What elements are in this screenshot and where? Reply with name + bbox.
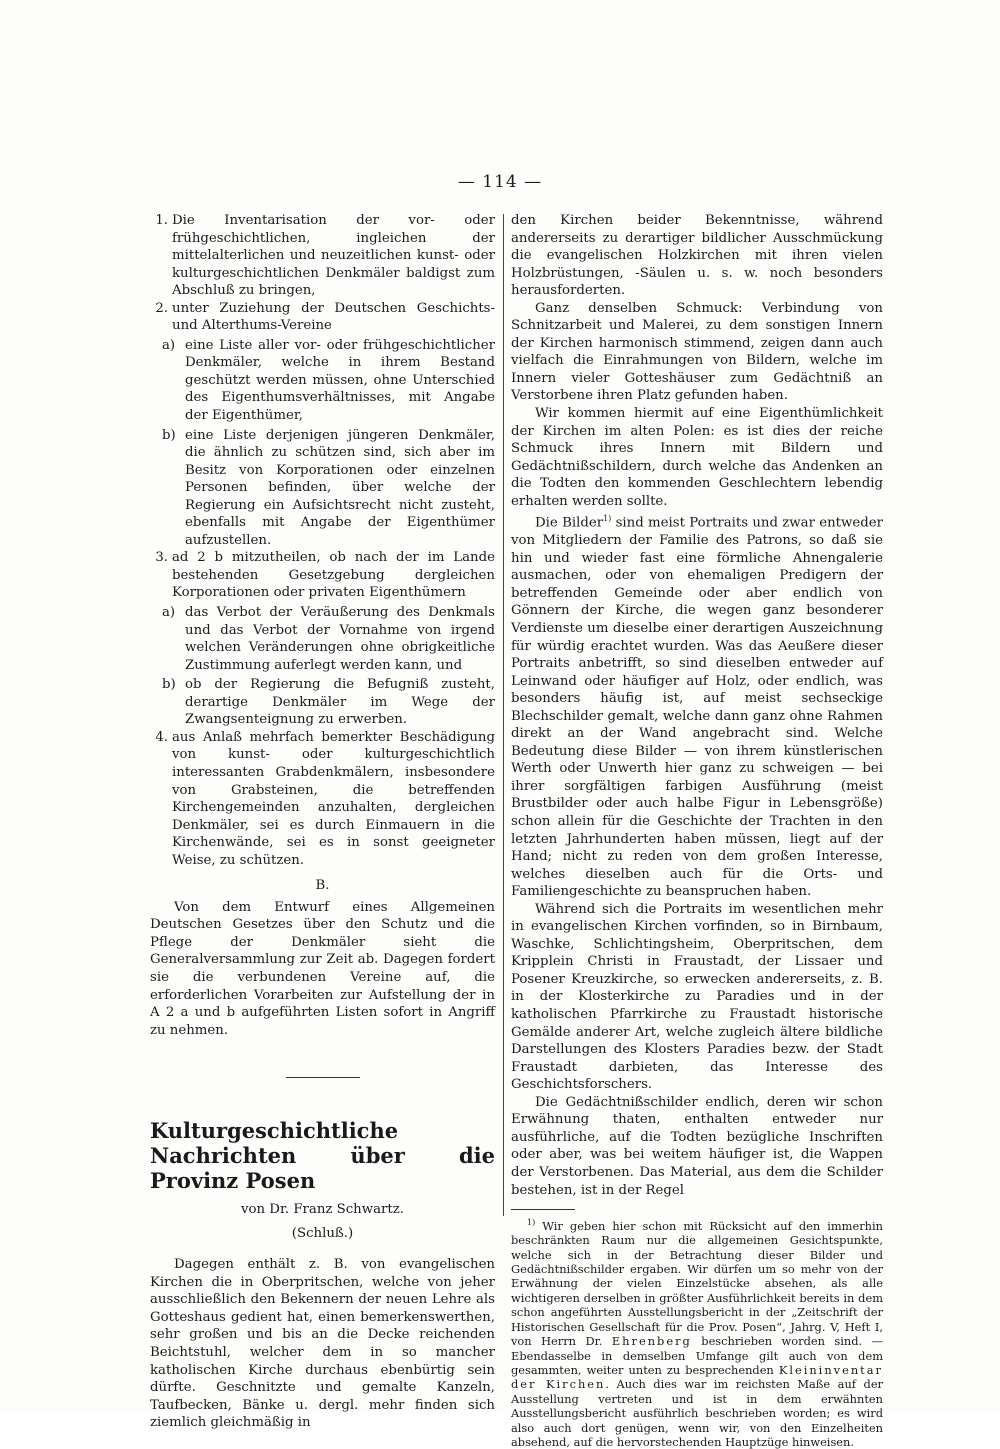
article-heading-line-2: Provinz Posen [150,1168,316,1194]
section-b-paragraph: Von dem Entwurf eines Allgemeinen Deutschen Gesetzes über den Schutz und die Pflege der Denkmäler sieht die Generalversammlung zur Zeit ab. Dagegen fordert sie die verbundenen Vereine auf, die erforderlichen Vorarbeiten zur Aufstellung der in A 2 a und b aufgeführten Listen sofort in Angriff zu nehmen. [150,899,495,1038]
paragraph: Die Gedächtnißschilder endlich, deren wir schon Erwähnung thaten, enthalten entweder nur ausführliche, auf die Todten bezügliche Inschriften oder aber, was bei weitem häufiger ist, die Wappen der Verstorbenen. Das Material, aus dem die Schilder bestehen, ist in der Regel [511,1094,883,1198]
page-number: — 114 — [457,172,543,192]
sub-text: ob der Regierung die Befugniß zusteht, derartige Denkmäler im Wege der Zwangsenteignung zu erwerben. [185,677,495,728]
list-number: 2. [155,300,168,316]
sub-item-3a [150,604,495,674]
sub-letter: b) [162,677,176,693]
list-text: unter Zuziehung der Deutschen Geschichts- und Alterthums-Vereine [172,300,495,334]
sub-text: eine Liste derjenigen jüngeren Denkmäler, die ähnlich zu schützen sind, sich aber im Besitz von Korporationen oder einzelnen Personen befinden, über welche der Regierung ein Aufsichtsrecht nicht zusteht, ebenfalls mit Angabe der Eigenthümer aufzustellen. [185,427,495,548]
footnote-author-name: Ehrenberg [611,1334,692,1349]
list-item-1 [150,212,495,300]
paragraph [511,510,883,900]
footnote-mark: 1) [527,1218,536,1228]
sub-item-2a [150,337,495,425]
column-rule [503,214,504,1216]
article-byline: von Dr. Franz Schwartz. [241,1202,404,1218]
article-paragraph: Dagegen enthält z. B. von evangelischen Kirchen die in Oberpritschen, welche von jeher ausschließlich den Bekennern der neuen Lehre als Gotteshaus gedient hat, einen bemerkenswerthen, sehr großen und bis an die Decke reichenden Beichtstuhl, welcher dem in so mancher katholischen Kirche durchaus ebenbürtig sein dürfte. Geschnitzte und gemalte Kanzeln, Taufbecken, Bänke u. dergl. mehr finden sich ziemlich gleichmäßig in [150,1257,495,1431]
footnote-reference: 1) [603,514,612,524]
article-heading-line-1: Kulturgeschichtliche Nachrichten über die [150,1118,495,1169]
section-divider [286,1077,360,1078]
paragraph-start: Die Bilder [535,515,604,531]
list-item-3 [150,549,495,602]
paragraph: Wir kommen hiermit auf eine Eigenthümlichkeit der Kirchen im alten Polen: es ist dies der reiche Schmuck ihres Innern mit Bildern und Gedächtnißschildern, durch welche das Andenken an die Todten den kommenden Geschlechtern lebendig erhalten werden sollte. [511,406,883,509]
footnote-divider [511,1209,575,1210]
paragraph-rest: sind meist Portraits und zwar entweder von Mitgliedern der Familie des Patrons, so daß sie hin und wieder fast eine förmliche Ahnengalerie ausmachen, oder von ehemaligen Predigern der betreffenden Gemeinde oder aber endlich von Gönnern der Kirche, die wegen ganz besonderer Verdienste um dieselbe einer derartigen Auszeichnung für würdig erachtet wurden. Was das Aeußere dieser Portraits anbetrifft, so sind dieselben entweder auf Leinwand oder häufiger auf Holz, oder endlich, was besonders häufig ist, auf meist sechseckige Blechschilder gemalt, welche dann ganz ohne Rahmen direkt an der Wand angebracht sind. Welche Bedeutung diese Bilder — von ihrem künstlerischen Werth oder Unwerth hier ganz zu schweigen — bei ihrer sorgfältigen farbigen Ausführung (meist Brustbilder oder auch halbe Figur in Lebensgröße) schon allein für die Geschichte der Trachten in den letzten Jahrhunderten haben müssen, liegt auf der Hand; nicht zu reden von dem großen Interesse, welches dieselben auch für die Orts- und Familiengeschichte zu beanspruchen haben. [511,515,883,900]
list-text: ad 2 b mitzutheilen, ob nach der im Lande bestehenden Gesetzgebung dergleichen Korporationen oder privaten Eigenthümern [172,550,495,601]
right-column [511,212,883,1449]
list-text: Die Inventarisation der vor- oder frühgeschichtlichen, ingleichen der mittelalterlichen und neuzeitlichen kunst- oder kulturgeschichtlichen Denkmäler baldigst zum Abschluß zu bringen, [172,213,495,299]
list-item-4 [150,729,495,869]
footnote [511,1216,883,1449]
sub-letter: a) [162,337,176,353]
footnote-text: . Auch dies war im reichsten Maße auf der Ausstellung vertreten und ist in dem erwähnten Ausstellungsbericht ausführlich beschrieben worden; es wird also auch dort genügen, wenn wir, von den Einzelheiten absehend, auf die hervorstechenden Hauptzüge hinweisen. [511,1377,883,1449]
list-item-2 [150,300,495,335]
sub-letter: a) [162,605,176,621]
section-b-label: B. [315,878,330,894]
footnote-term: Kleininventar der Kirchen [511,1362,883,1392]
footnote-text: Wir geben hier schon mit Rücksicht auf den immerhin beschränkten Raum nur die allgemeinen Gesichtspunkte, welche sich in der Betrachtung dieser Bilder und Gedächtnißschilder ergaben. Wir dürfen um so mehr von der Erwähnung der vielen Einzelstücke absehen, als alle wichtigeren derselben in größter Ausführlichkeit bereits in dem schon angeführten Ausstellungsbericht in der „Zeitschrift der Historischen Gesellschaft für die Prov. Posen“, Jahrg. V, Heft I, von Herrn Dr. [511,1218,883,1349]
list-text: aus Anlaß mehrfach bemerkter Beschädigung von kunst- oder kulturgeschichtlich interessanten Grabdenkmälern, insbesondere von Grabsteinen, die betreffenden Kirchengemeinden anzuhalten, dergleichen Denkmäler, sei es durch Einmauern in die Kirchenwände, sei es in sonst geeigneter Weise, zu schützen. [172,729,495,868]
sub-text: das Verbot der Veräußerung des Denkmals und das Verbot der Vornahme von irgend welchen Veränderungen ohne obrigkeitliche Zustimmung auferlegt werden kann, und [185,605,495,673]
footnote-text: beschrieben worden sind. — Ebendasselbe in demselben Umfange gilt auch von dem gesammten, weiter unten zu besprechenden [511,1334,883,1377]
sub-text: eine Liste aller vor- oder frühgeschichtlicher Denkmäler, welche in ihrem Bestand geschützt werden müssen, ohne Unterschied des Eigenthumsverhältnisses, mit Angabe der Eigenthümer, [185,337,495,424]
sub-letter: b) [162,427,176,443]
list-number: 1. [155,213,168,228]
paragraph: den Kirchen beider Bekenntnisse, während andererseits zu derartiger bildlicher Ausschmückung die evangelischen Holzkirchen mit ihren vielen Holzbrüstungen, -Säulen u. s. w. noch besonders herausforderten. [511,213,883,299]
sub-item-3b [150,676,495,729]
sub-item-2b [150,427,495,550]
paragraph: Ganz denselben Schmuck: Verbindung von Schnitzarbeit und Malerei, zu dem sonstigen Innern der Kirchen harmonisch stimmend, zeigen dann auch vielfach die Einrahmungen von Bildern, welche im Innern vieler Gotteshäuser zum Gedächtniß an Verstorbene ihren Platz gefunden haben. [511,300,883,404]
paragraph: Während sich die Portraits im wesentlichen mehr in evangelischen Kirchen vorfinden, so in Birnbaum, Waschke, Schlichtingsheim, Oberpritschen, dem Kripplein Christi in Fraustadt, der Lissaer und Posener Kreuzkirche, so erwecken andererseits, z. B. in der Klosterkirche zu Paradies und in der katholischen Pfarrkirche zu Fraustadt historische Gemälde anderer Art, welche zugleich ältere bildliche Darstellungen des Klosters Paradies bezw. der Stadt Fraustadt darbieten, das Interesse des Geschichtsforschers. [511,901,883,1093]
left-column [150,212,495,1432]
list-number: 4. [155,729,168,745]
article-conclusion-label: (Schluß.) [291,1225,354,1241]
list-number: 3. [155,550,168,566]
